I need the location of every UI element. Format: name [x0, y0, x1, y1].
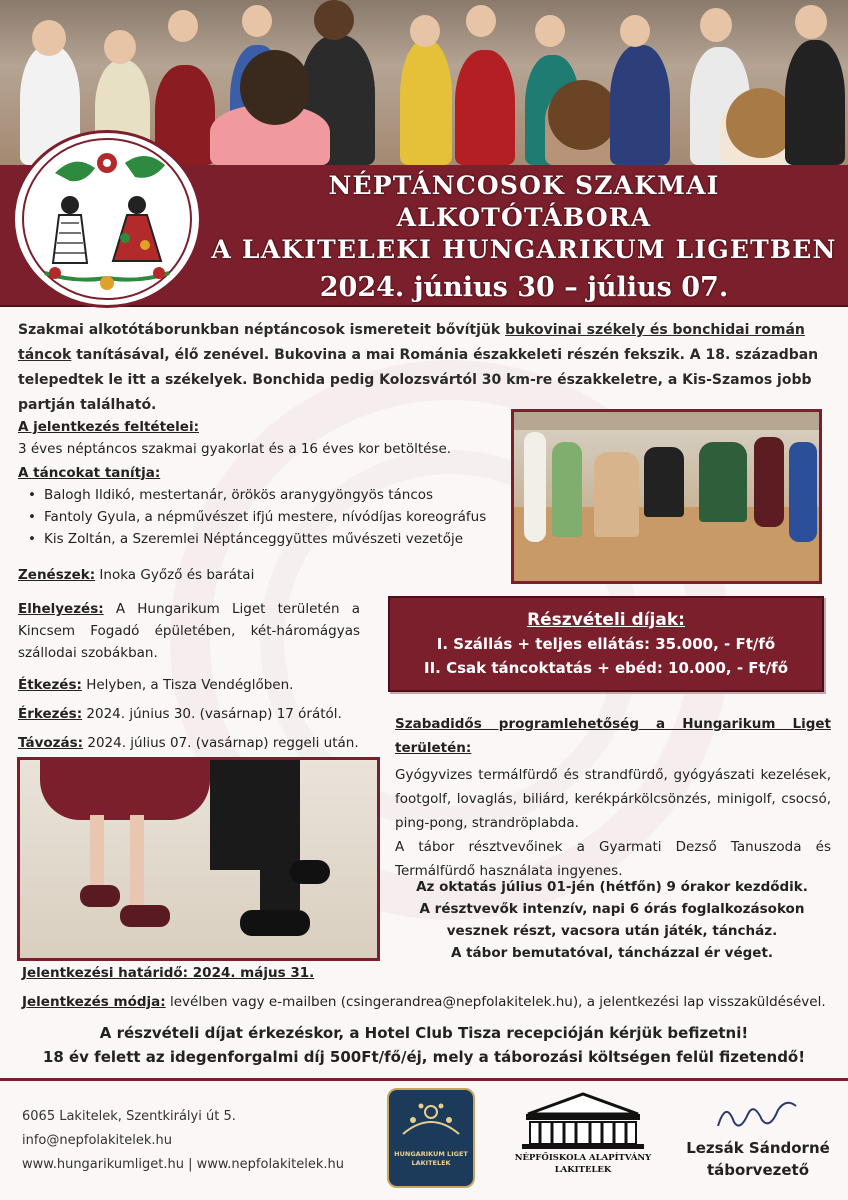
intro-part-2: tanításával, élő zenével. Bukovina a mai Románia északkeleti részén fekszik. A 18. században telepedtek le itt a székelyek. Bonchida pedig Kolozsvártól 30 km-re északkeletre, a Kis-Szamos jobb partján található. [18, 347, 819, 413]
ornament-icon [389, 1090, 473, 1146]
accommodation-section [18, 598, 360, 664]
meals-label: Étkezés: [18, 677, 82, 693]
meals-text: Helyben, a Tisza Vendéglőben. [81, 677, 294, 693]
npa-line-2: LAKITELEK [554, 1165, 612, 1175]
nepfoiskola-text [508, 1152, 658, 1176]
badge-line-2: LAKITELEK [411, 1159, 451, 1167]
course-info [392, 876, 832, 964]
fees-box [388, 596, 824, 692]
intro-paragraph [18, 318, 832, 418]
footer-divider [0, 1078, 848, 1081]
apply-label: Jelentkezés módja: [22, 994, 166, 1010]
payment-notice [10, 1021, 838, 1069]
arrival-section [18, 703, 388, 725]
intro-highlight: bukovinai székely és bonchidai román táncok [18, 322, 805, 363]
musicians-text: Inoka Győző és barátai [95, 567, 255, 583]
apply-text: levélben vagy e-mailben (csingerandrea@nepfolakitelek.hu), a jelentkezési lap visszaküldésével. [165, 994, 826, 1010]
address: 6065 Lakitelek, Szentkirályi út 5. [22, 1109, 236, 1124]
fee-line-1: I. Szállás + teljes ellátás: 35.000, - Ft/fő [436, 635, 776, 653]
accommodation-text: A Hungarikum Liget területén a Kincsem Fogadó épületében, két-háromágyas szállodai szobákban. [18, 601, 360, 661]
course-line-3: vesznek részt, vacsora után játék, táncház. [446, 923, 778, 939]
arrival-text: 2024. június 30. (vasárnap) 17 órától. [82, 706, 342, 722]
event-date: 2024. június 30 – július 07. [319, 272, 729, 303]
arrival-label: Érkezés: [18, 706, 83, 722]
page-title [200, 170, 848, 308]
departure-section [18, 732, 388, 754]
payment-line-2: 18 év felett az idegenforgalmi díj 500Ft/fő/éj, mely a táborozási költségen felül fizetendő! [42, 1048, 806, 1066]
intro-part-1: Szakmai alkotótáborunkban néptáncosok ismereteit bővítjük [18, 322, 506, 338]
teachers-label: A táncokat tanítja: [18, 465, 161, 481]
contact-info [22, 1105, 344, 1177]
course-line-2: A résztvevők intenzív, napi 6 órás foglalkozásokon [419, 901, 805, 917]
hungarikum-liget-logo [387, 1088, 475, 1188]
musicians-section [18, 564, 498, 586]
nepfoiskola-logo [508, 1090, 658, 1190]
signer-name: Lezsák Sándorné [686, 1139, 830, 1157]
requirements-label: A jelentkezés feltételei: [18, 419, 199, 435]
course-line-4: A tábor bemutatóval, táncházzal ér véget. [450, 945, 774, 961]
fees-title: Részvételi díjak: [527, 610, 685, 630]
payment-line-1: A részvételi díjat érkezéskor, a Hotel Club Tisza recepcióján kérjük befizetni! [99, 1024, 749, 1042]
leisure-text-1: Gyógyvizes termálfürdő és strandfürdő, gyógyászati kezelések, footgolf, lovaglás, biliárd, kerékpárkölcsönzés, minigolf, csocsó, ping-pong, strandröplabda. [395, 767, 831, 831]
signer [678, 1137, 838, 1181]
badge-text [389, 1150, 473, 1168]
departure-text: 2024. július 07. (vasárnap) reggeli után. [83, 735, 359, 751]
leisure-section [395, 712, 831, 883]
accommodation-label: Elhelyezés: [18, 601, 104, 617]
npa-line-1: NÉPFŐISKOLA ALAPÍTVÁNY [514, 1153, 652, 1163]
leisure-label: Szabadidős programlehetőség a Hungarikum Liget területén: [395, 716, 831, 756]
signer-role: táborvezető [706, 1161, 810, 1179]
deadline: Jelentkezési határidő: 2024. május 31. [22, 965, 315, 981]
title-line-2: A LAKITELEKI HUNGARIKUM LIGETBEN [211, 235, 837, 264]
folk-dancers-logo [12, 130, 202, 308]
apply-method [22, 994, 842, 1010]
fee-line-2: II. Csak táncoktatás + ebéd: 10.000, - Ft/fő [423, 659, 789, 677]
meals-section [18, 674, 388, 696]
dancing-feet-photo [17, 757, 380, 961]
course-line-1: Az oktatás július 01-jén (hétfőn) 9 órakor kezdődik. [416, 879, 808, 895]
requirements-section [18, 416, 498, 550]
leisure-text-2: A tábor résztvevőinek a Gyarmati Dezső Tanuszoda és Termálfürdő használata ingyenes. [395, 839, 831, 879]
teachers-list [24, 484, 498, 550]
signature-icon [678, 1092, 838, 1136]
musicians-label: Zenészek: [18, 567, 96, 583]
badge-line-1: HUNGARIKUM LIGET [394, 1150, 468, 1158]
dance-hall-photo [511, 409, 822, 584]
teacher-item: • Fantoly Gyula, a népművészet ifjú mestere, nívódíjas koreográfus [24, 506, 498, 528]
building-icon [508, 1090, 658, 1150]
signature-block [678, 1092, 838, 1179]
departure-label: Távozás: [18, 735, 84, 751]
teacher-item: • Kis Zoltán, a Szeremlei Néptánceggyüttes művészeti vezetője [24, 528, 498, 550]
requirements-text: 3 éves néptáncos szakmai gyakorlat és a 16 éves kor betöltése. [18, 441, 452, 457]
teacher-item: • Balogh Ildikó, mestertanár, örökös aranygyöngyös táncos [24, 484, 498, 506]
website-links[interactable]: www.hungarikumliget.hu | www.nepfolakitelek.hu [22, 1157, 345, 1172]
email-link[interactable]: info@nepfolakitelek.hu [22, 1133, 172, 1148]
title-line-1: NÉPTÁNCOSOK SZAKMAI ALKOTÓTÁBORA [328, 171, 720, 232]
